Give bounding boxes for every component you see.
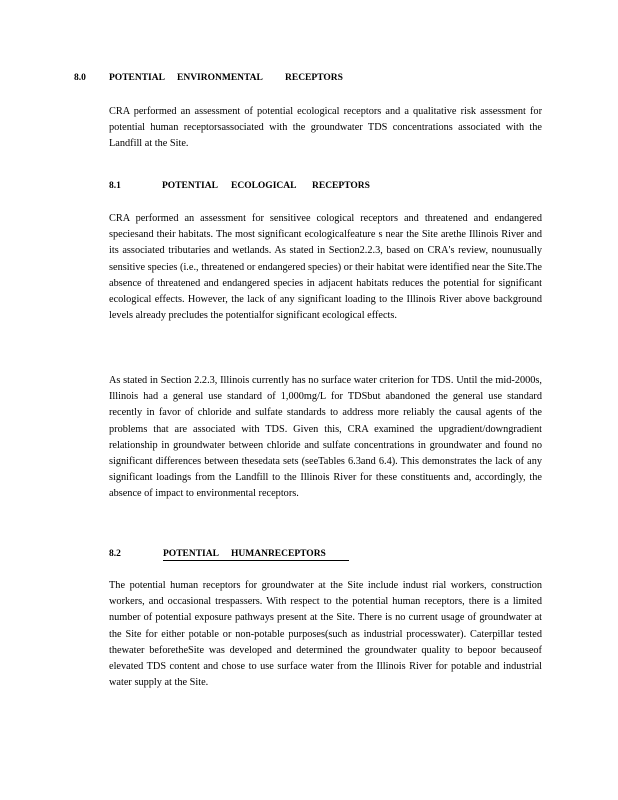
section-heading-8-2 — [109, 549, 369, 563]
ecological-paragraph-2: As stated in Section 2.2.3, Illinois currently has no surface water criterion for TDS. Until the mid-2000s, Illinois had a general use standard of 1,000mg/L for TDSbut abandoned the general use standard recently in favor of chloride and sulfate standards to address more reliably the causal agents of the problems that are associated with TDS. Given this, CRA examined the upgradient/downgradient relationship in groundwater between chloride and sulfate concentrations in groundwater and found no significant differences between thesedata sets (seeTables 6.3and 6.4). This demonstrates the lack of any significant loadings from the Landfill to the Illinois River for these constituents and, accordingly, the absence of impact to environmental receptors. — [109, 375, 542, 500]
intro-paragraph: CRA performed an assessment of potential ecological receptors and a qualitative risk assessment for potential human receptorsassociated with the groundwater TDS concentrations associated with the Landfill at the Site. — [109, 106, 542, 150]
section-number: 8.1 — [109, 181, 121, 191]
section-number: 8.0 — [74, 73, 86, 83]
section-title-word: POTENTIAL — [109, 73, 165, 83]
section-title-word: ENVIRONMENTAL — [177, 73, 263, 83]
section-title-word: HUMANRECEPTORS — [231, 549, 326, 559]
section-heading-8-1 — [109, 181, 369, 193]
section-title-word: RECEPTORS — [285, 73, 343, 83]
section-title-word: ECOLOGICAL — [231, 181, 297, 191]
section-title-word: POTENTIAL — [163, 549, 219, 559]
ecological-paragraph-1: CRA performed an assessment for sensitivee cological receptors and threatened and endangered speciesand their habitats. The most significant ecologicalfeature s near the Site arethe Illinois River and its associated tributaries and wetlands. As stated in Section2.2.3, based on CRA's review, nounusually sensitive species (i.e., threatened or endangered species) or their habitat were identified near the Site.The absence of threatened and endangered species in adjacent habitats reduces the potential for significant ecological effects. However, the lack of any significant loading to the Illinois River above background levels already precludes the potentialfor significant ecological effects. — [109, 213, 542, 322]
section-heading-8-0 — [74, 73, 354, 85]
section-number: 8.2 — [109, 549, 121, 559]
human-receptors-paragraph: The potential human receptors for groundwater at the Site include indust rial workers, construction workers, and occasional trespassers. With respect to the potential human receptors, there is a limited number of potential exposure pathways present at the Site. There is no current usage of groundwater at the Site for either potable or non-potable purposes(such as industrial processwater). Caterpillar tested thewater beforetheSite was developed and determined the groundwater quality to bepoor becauseof elevated TDS content and chose to use surface water from the Illinois River for potable and industrial water supply at the Site. — [109, 580, 542, 689]
section-title-word: POTENTIAL — [162, 181, 218, 191]
heading-underline — [163, 560, 349, 561]
section-title-word: RECEPTORS — [312, 181, 370, 191]
